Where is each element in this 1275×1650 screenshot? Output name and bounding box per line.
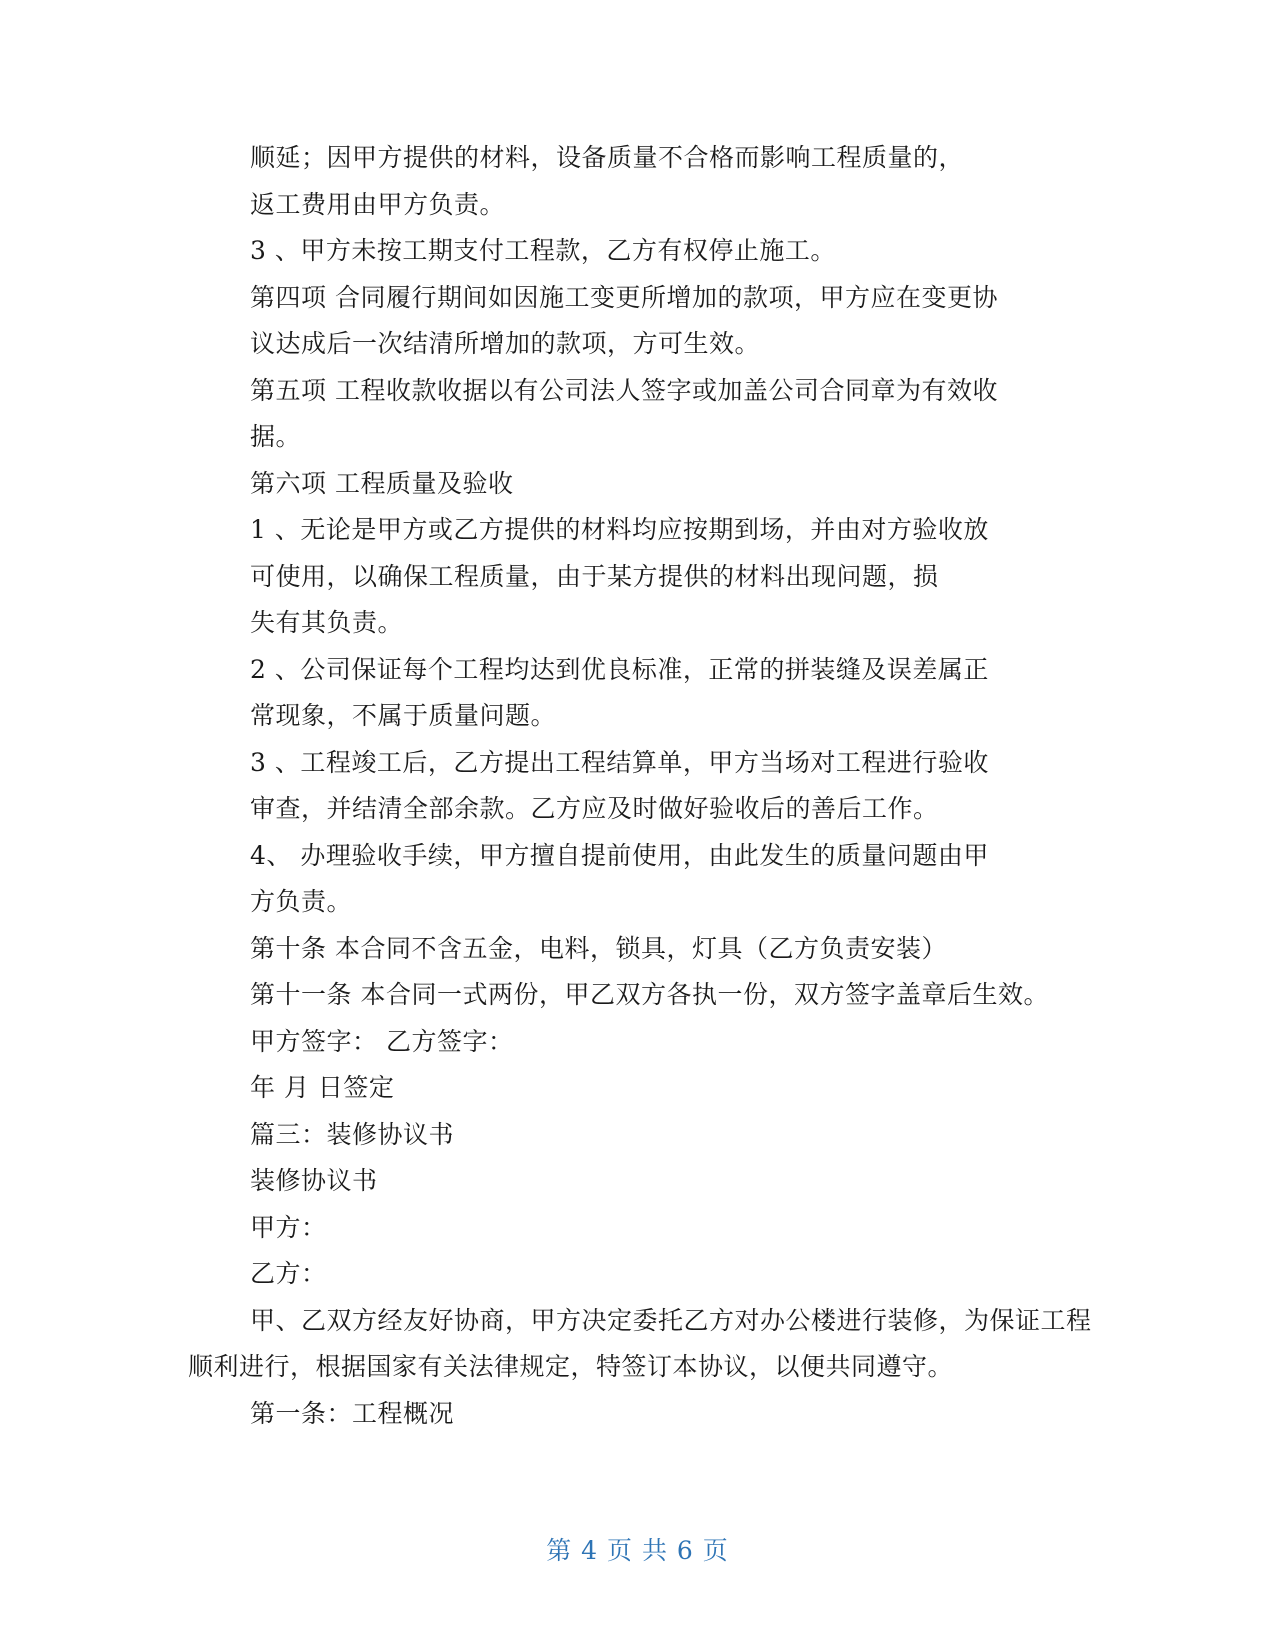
text-line-1: 顺延；因甲方提供的材料，设备质量不合格而影响工程质量的， — [250, 143, 965, 172]
text-line-13: 常现象，不属于质量问题。 — [250, 701, 557, 730]
text-line-17: 方负责。 — [250, 887, 353, 916]
signature-labels: 甲方签字： 乙方签字： — [250, 1027, 514, 1056]
signing-date: 年 月 日签定 — [250, 1073, 395, 1102]
party-b-label: 乙方： — [250, 1259, 327, 1288]
text-line-2: 返工费用由甲方负责。 — [250, 190, 506, 219]
text-line-9: 1 、无论是甲方或乙方提供的材料均应按期到场，并由对方验收放 — [250, 515, 989, 544]
text-line-10: 可使用，以确保工程质量，由于某方提供的材料出现问题，损 — [250, 562, 939, 591]
text-line-19: 第十一条 本合同一式两份，甲乙双方各执一份，双方签字盖章后生效。 — [250, 980, 1049, 1009]
section-heading-quality: 第六项 工程质量及验收 — [250, 469, 514, 498]
text-line-3: 3 、甲方未按工期支付工程款，乙方有权停止施工。 — [250, 236, 836, 265]
text-line-4: 第四项 合同履行期间如因施工变更所增加的款项，甲方应在变更协 — [250, 283, 998, 312]
text-line-16: 4、 办理验收手续，甲方擅自提前使用，由此发生的质量问题由甲 — [250, 841, 989, 870]
text-line-11: 失有其负责。 — [250, 608, 404, 637]
page-number-footer: 第 4 页 共 6 页 — [546, 1536, 729, 1565]
text-line-15: 审查，并结清全部余款。乙方应及时做好验收后的善后工作。 — [250, 794, 939, 823]
text-line-18: 第十条 本合同不含五金，电料，锁具，灯具（乙方负责安装） — [250, 934, 947, 963]
text-line-27: 顺利进行，根据国家有关法律规定，特签订本协议，以便共同遵守。 — [188, 1352, 954, 1381]
article-one-heading: 第一条：工程概况 — [250, 1399, 455, 1428]
party-a-label: 甲方： — [250, 1213, 327, 1242]
text-line-6: 第五项 工程收款收据以有公司法人签字或加盖公司合同章为有效收 — [250, 376, 998, 405]
text-line-14: 3 、工程竣工后，乙方提出工程结算单，甲方当场对工程进行验收 — [250, 748, 989, 777]
text-line-5: 议达成后一次结清所增加的款项，方可生效。 — [250, 329, 761, 358]
part-three-heading: 篇三：装修协议书 — [250, 1120, 455, 1149]
text-line-7: 据。 — [250, 422, 302, 451]
text-line-12: 2 、公司保证每个工程均达到优良标准，正常的拼装缝及误差属正 — [250, 655, 989, 684]
text-line-26: 甲、乙双方经友好协商，甲方决定委托乙方对办公楼进行装修，为保证工程 — [250, 1306, 1092, 1335]
agreement-title: 装修协议书 — [250, 1166, 378, 1195]
